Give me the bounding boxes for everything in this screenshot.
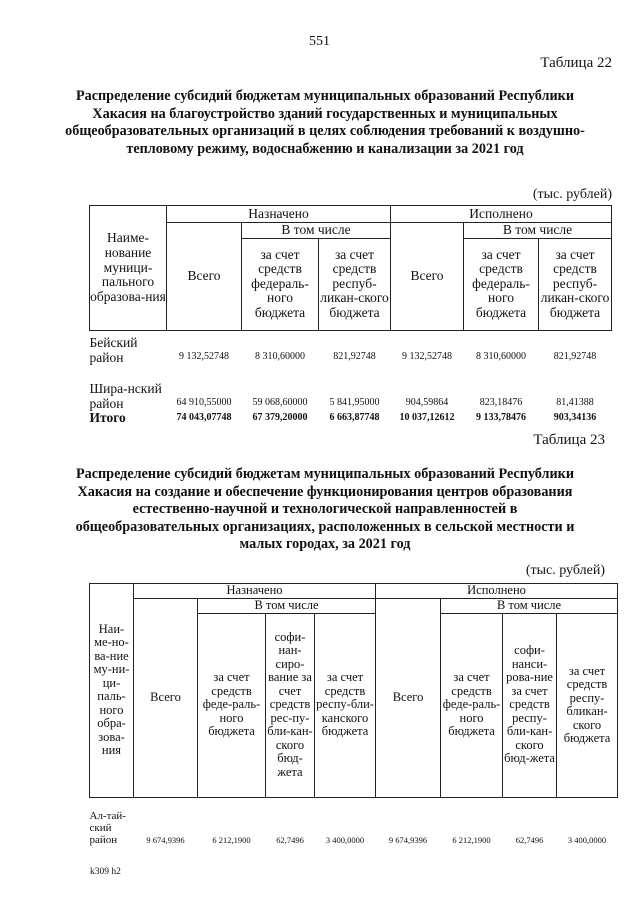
header-executed-total: Всего bbox=[376, 599, 441, 798]
header-executed-cofinancing: софи-нанси-рова-ние за счет средств респу-бли-кан-ского бюд-жета bbox=[503, 613, 557, 797]
cell: 3 400,0000 bbox=[325, 834, 365, 845]
cell: 5 841,95000 bbox=[329, 397, 380, 409]
cell: 6 663,87748 bbox=[329, 411, 380, 423]
row-name: Итого bbox=[89, 410, 126, 426]
cell: 903,34136 bbox=[553, 411, 597, 423]
header-assigned-including: В том числе bbox=[242, 223, 391, 239]
table-row bbox=[90, 797, 618, 847]
table-row bbox=[90, 330, 612, 365]
header-executed-republic: за счет средств респуб-ликан-ского бюджета bbox=[539, 238, 612, 330]
cell: 74 043,07748 bbox=[176, 411, 232, 423]
header-name: Наиме-нование муници-пального образова-ния bbox=[90, 206, 167, 331]
table-22-label: Таблица 22 bbox=[540, 55, 612, 71]
cell: 9 133,78476 bbox=[476, 411, 527, 423]
table-row-total bbox=[90, 411, 612, 426]
header-assigned-republic: за счет средств респу-бли-канского бюджета bbox=[315, 613, 376, 797]
header-executed-total: Всего bbox=[391, 223, 464, 331]
cell: 904,59864 bbox=[405, 397, 449, 409]
cell: 9 132,52748 bbox=[179, 351, 229, 363]
header-executed: Исполнено bbox=[391, 206, 612, 223]
cell: 3 400,0000 bbox=[567, 834, 607, 845]
cell: 62,7496 bbox=[276, 834, 304, 845]
table-23-title: Распределение субсидий бюджетам муниципальных образований Республики Хакасия на создание и обеспечение функционирования центров образования естественно-научной и технологической направленностей в общеобразовательных организациях, расположенных в сельской местности и малых городах, за 2021 год bbox=[75, 466, 575, 552]
cell: 9 674,9396 bbox=[146, 834, 185, 845]
cell: 6 212,1900 bbox=[452, 834, 491, 845]
header-assigned-including: В том числе bbox=[198, 599, 376, 614]
table-23-label: Таблица 23 bbox=[533, 432, 605, 448]
header-executed-federal: за счет средств федераль-ного бюджета bbox=[464, 238, 539, 330]
table-22-title: Распределение субсидий бюджетам муниципальных образований Республики Хакасия на благоустройство зданий государственных и муниципальных общеобразовательных организаций в целях соблюдения требований к воздушно-тепловому режиму, водоснабжению и канализации за 2021 год bbox=[65, 88, 585, 157]
cell: 9 132,52748 bbox=[402, 351, 453, 363]
header-assigned: Назначено bbox=[167, 206, 391, 223]
table-row bbox=[90, 365, 612, 411]
header-executed: Исполнено bbox=[376, 584, 618, 599]
header-executed-including: В том числе bbox=[464, 223, 612, 239]
cell: 10 037,12612 bbox=[399, 411, 455, 423]
header-assigned-federal: за счет средств феде-раль-ного бюджета bbox=[198, 613, 266, 797]
row-name: Ал-тай-ский район bbox=[89, 810, 126, 847]
cell: 64 910,55000 bbox=[176, 397, 232, 409]
header-assigned-total: Всего bbox=[134, 599, 198, 798]
cell: 81,41388 bbox=[556, 397, 594, 409]
header-executed-republic: за счет средств респу-бликан-ского бюджета bbox=[557, 613, 618, 797]
table-23-units: (тыс. рублей) bbox=[525, 563, 605, 578]
header-assigned-federal: за счет средств федераль-ного бюджета bbox=[242, 238, 319, 330]
cell: 821,92748 bbox=[333, 351, 376, 363]
page-number: 551 bbox=[309, 34, 330, 49]
table-22-units: (тыс. рублей) bbox=[532, 187, 612, 202]
header-assigned-republic: за счет средств респуб-ликан-ского бюджета bbox=[319, 238, 391, 330]
row-name: Шира-нский район bbox=[89, 380, 162, 411]
page-footer-code: k309 h2 bbox=[90, 867, 121, 877]
table-23 bbox=[89, 583, 618, 847]
table-22 bbox=[89, 205, 612, 426]
header-name: Наи-ме-но-ва-ние му-ни-ци-паль-ного обра-зова-ния bbox=[90, 584, 134, 798]
cell: 8 310,60000 bbox=[476, 351, 527, 363]
cell: 821,92748 bbox=[553, 351, 597, 363]
header-executed-federal: за счет средств феде-раль-ного бюджета bbox=[441, 613, 503, 797]
header-assigned-cofinancing: софи-нан-сиро-вание за счет средств рес-пу-бли-кан-ского бюд-жета bbox=[266, 613, 315, 797]
cell: 6 212,1900 bbox=[212, 834, 251, 845]
header-executed-including: В том числе bbox=[441, 599, 618, 614]
cell: 9 674,9396 bbox=[388, 834, 428, 845]
cell: 823,18476 bbox=[479, 397, 523, 409]
header-assigned-total: Всего bbox=[167, 223, 242, 331]
cell: 67 379,20000 bbox=[252, 411, 308, 423]
cell: 59 068,60000 bbox=[252, 397, 308, 409]
cell: 62,7496 bbox=[515, 834, 544, 845]
cell: 8 310,60000 bbox=[255, 351, 305, 363]
header-assigned: Назначено bbox=[134, 584, 376, 599]
row-name: Бейский район bbox=[89, 334, 138, 365]
